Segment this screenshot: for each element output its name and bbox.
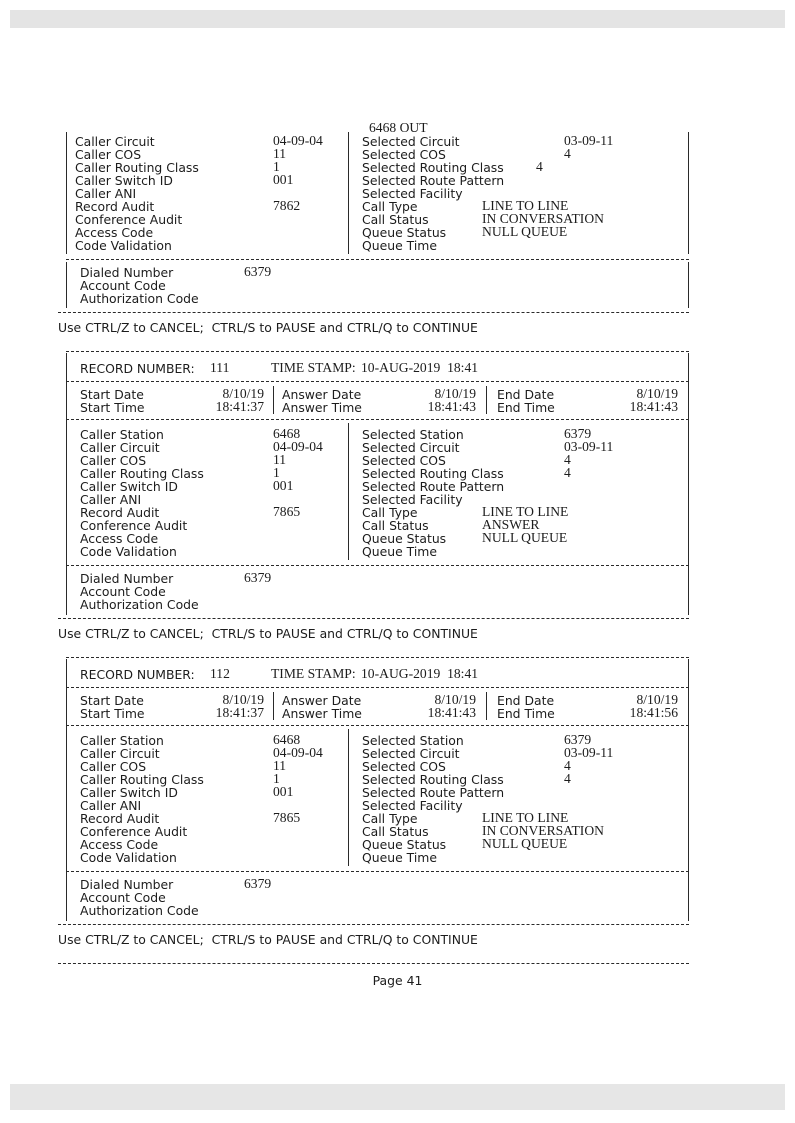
answer-date-value: 8/10/19: [434, 386, 476, 401]
call-status-value: ANSWER: [482, 517, 540, 532]
record-number-label: RECORD NUMBER:: [80, 361, 195, 376]
time-stamp-value: 10-AUG-2019 18:41: [361, 360, 479, 375]
authorization-code-label: Authorization Code: [80, 597, 199, 612]
cancel-instructions: Use CTRL/Z to CANCEL; CTRL/S to PAUSE and CTRL/Q to CONTINUE: [58, 320, 478, 335]
section-divider: [66, 381, 689, 382]
start-time-value: 18:41:37: [215, 399, 264, 414]
start-time-value: 18:41:37: [215, 705, 264, 720]
caller-station-value: 6468: [273, 426, 301, 441]
call-type-label: Call Type: [362, 505, 418, 520]
caller-switch-id-value: 001: [273, 784, 294, 799]
caller-circuit-value: 04-09-04: [273, 133, 323, 148]
caller-routing-class-value: 1: [273, 771, 280, 786]
end-date-value: 8/10/19: [636, 386, 678, 401]
call-status-label: Call Status: [362, 824, 429, 839]
section-divider: [66, 565, 689, 566]
call-status-label: Call Status: [362, 518, 429, 533]
record-audit-label: Record Audit: [75, 199, 155, 214]
block-divider: [58, 312, 689, 313]
block-border-left: [66, 262, 67, 308]
time-stamp-value: 10-AUG-2019 18:41: [361, 666, 479, 681]
queue-status-value: NULL QUEUE: [482, 530, 568, 545]
access-code-label: Access Code: [80, 837, 159, 852]
dialed-number-value: 6379: [244, 570, 272, 585]
selected-cos-label: Selected COS: [362, 759, 446, 774]
queue-status-label: Queue Status: [362, 837, 447, 852]
caller-cos-label: Caller COS: [80, 453, 147, 468]
end-time-label: End Time: [497, 706, 555, 721]
selected-circuit-value: 03-09-11: [564, 133, 614, 148]
end-time-value: 18:41:43: [629, 399, 678, 414]
caller-circuit-value: 04-09-04: [273, 439, 323, 454]
end-date-value: 8/10/19: [636, 692, 678, 707]
block-divider: [66, 351, 689, 352]
column-divider: [348, 729, 349, 866]
queue-time-label: Queue Time: [362, 544, 437, 559]
time-divider: [486, 386, 487, 414]
selected-circuit-value: 03-09-11: [564, 439, 614, 454]
block-border-right: [688, 353, 689, 615]
time-divider: [273, 386, 274, 414]
selected-routing-class-label: Selected Routing Class: [362, 772, 504, 787]
call-status-value: IN CONVERSATION: [482, 211, 604, 226]
selected-cos-value: 4: [564, 146, 571, 161]
section-divider: [66, 259, 689, 260]
section-divider: [66, 419, 689, 420]
caller-station-value: 6468: [273, 732, 301, 747]
end-date-label: End Date: [497, 387, 555, 402]
selected-routing-class-value: 4: [564, 771, 571, 786]
caller-routing-class-label: Caller Routing Class: [80, 772, 204, 787]
selected-facility-label: Selected Facility: [362, 492, 463, 507]
column-divider: [348, 423, 349, 560]
caller-routing-class-value: 1: [273, 159, 280, 174]
call-status-label: Call Status: [362, 212, 429, 227]
end-time-label: End Time: [497, 400, 555, 415]
selected-cos-value: 4: [564, 758, 571, 773]
start-time-label: Start Time: [80, 706, 145, 721]
time-divider: [486, 692, 487, 720]
dialed-number-label: Dialed Number: [80, 571, 174, 586]
record-audit-value: 7865: [273, 504, 301, 519]
time-divider: [273, 692, 274, 720]
answer-time-value: 18:41:43: [427, 705, 476, 720]
call-type-value: LINE TO LINE: [482, 810, 569, 825]
queue-status-value: NULL QUEUE: [482, 836, 568, 851]
code-validation-label: Code Validation: [80, 850, 177, 865]
cancel-instructions: Use CTRL/Z to CANCEL; CTRL/S to PAUSE and CTRL/Q to CONTINUE: [58, 626, 478, 641]
selected-station-label: Selected Station: [362, 733, 464, 748]
code-validation-label: Code Validation: [75, 238, 172, 253]
start-date-label: Start Date: [80, 387, 144, 402]
selected-station-value: 6379: [564, 732, 592, 747]
selected-circuit-label: Selected Circuit: [362, 134, 460, 149]
block-divider: [58, 924, 689, 925]
record-number-label: RECORD NUMBER:: [80, 667, 195, 682]
caller-switch-id-value: 001: [273, 172, 294, 187]
caller-cos-value: 11: [273, 146, 287, 161]
selected-cos-label: Selected COS: [362, 453, 446, 468]
caller-ani-label: Caller ANI: [75, 186, 137, 201]
dialed-number-value: 6379: [244, 264, 272, 279]
caller-cos-label: Caller COS: [80, 759, 147, 774]
caller-cos-value: 11: [273, 758, 287, 773]
block-border-left: [66, 659, 67, 921]
start-date-label: Start Date: [80, 693, 144, 708]
selected-routing-class-value: 4: [536, 159, 543, 174]
access-code-label: Access Code: [80, 531, 159, 546]
answer-time-value: 18:41:43: [427, 399, 476, 414]
queue-status-label: Queue Status: [362, 225, 447, 240]
call-status-value: IN CONVERSATION: [482, 823, 604, 838]
dialed-number-value: 6379: [244, 876, 272, 891]
call-type-value: LINE TO LINE: [482, 198, 569, 213]
selected-routing-class-value: 4: [564, 465, 571, 480]
block-border-left: [66, 132, 67, 254]
record-number-value: 111: [210, 360, 230, 375]
record-audit-label: Record Audit: [80, 505, 160, 520]
caller-switch-id-value: 001: [273, 478, 294, 493]
dialed-number-label: Dialed Number: [80, 265, 174, 280]
queue-status-label: Queue Status: [362, 531, 447, 546]
selected-circuit-value: 03-09-11: [564, 745, 614, 760]
block-border-right: [688, 262, 689, 308]
caller-circuit-label: Caller Circuit: [80, 440, 160, 455]
selected-circuit-label: Selected Circuit: [362, 440, 460, 455]
authorization-code-label: Authorization Code: [80, 903, 199, 918]
block-divider: [58, 618, 689, 619]
selected-route-pattern-label: Selected Route Pattern: [362, 173, 505, 188]
selected-station-value: 6379: [564, 426, 592, 441]
record-header-fragment: 6468 OUT: [369, 120, 428, 135]
account-code-label: Account Code: [80, 890, 166, 905]
cancel-instructions: Use CTRL/Z to CANCEL; CTRL/S to PAUSE and CTRL/Q to CONTINUE: [58, 932, 478, 947]
section-divider: [66, 725, 689, 726]
call-type-label: Call Type: [362, 199, 418, 214]
caller-routing-class-value: 1: [273, 465, 280, 480]
end-date-label: End Date: [497, 693, 555, 708]
end-time-value: 18:41:56: [629, 705, 678, 720]
access-code-label: Access Code: [75, 225, 154, 240]
call-type-label: Call Type: [362, 811, 418, 826]
caller-station-label: Caller Station: [80, 427, 164, 442]
answer-date-label: Answer Date: [282, 387, 362, 402]
caller-switch-id-label: Caller Switch ID: [80, 479, 178, 494]
record-number-value: 112: [210, 666, 230, 681]
caller-ani-label: Caller ANI: [80, 798, 142, 813]
conference-audit-label: Conference Audit: [80, 518, 188, 533]
record-audit-value: 7865: [273, 810, 301, 825]
call-type-value: LINE TO LINE: [482, 504, 569, 519]
selected-station-label: Selected Station: [362, 427, 464, 442]
selected-route-pattern-label: Selected Route Pattern: [362, 785, 505, 800]
column-divider: [348, 132, 349, 254]
caller-circuit-label: Caller Circuit: [75, 134, 155, 149]
caller-cos-label: Caller COS: [75, 147, 142, 162]
queue-status-value: NULL QUEUE: [482, 224, 568, 239]
start-date-value: 8/10/19: [222, 386, 264, 401]
block-divider: [66, 657, 689, 658]
section-divider: [66, 687, 689, 688]
block-border-left: [66, 353, 67, 615]
caller-switch-id-label: Caller Switch ID: [75, 173, 173, 188]
block-border-right: [688, 132, 689, 254]
caller-ani-label: Caller ANI: [80, 492, 142, 507]
record-audit-value: 7862: [273, 198, 301, 213]
selected-circuit-label: Selected Circuit: [362, 746, 460, 761]
authorization-code-label: Authorization Code: [80, 291, 199, 306]
dialed-number-label: Dialed Number: [80, 877, 174, 892]
block-border-right: [688, 659, 689, 921]
caller-station-label: Caller Station: [80, 733, 164, 748]
selected-cos-value: 4: [564, 452, 571, 467]
page-footer-divider: [58, 963, 689, 964]
selected-routing-class-label: Selected Routing Class: [362, 160, 504, 175]
section-divider: [66, 871, 689, 872]
page-number: Page 41: [372, 973, 423, 988]
selected-facility-label: Selected Facility: [362, 798, 463, 813]
answer-time-label: Answer Time: [282, 706, 362, 721]
code-validation-label: Code Validation: [80, 544, 177, 559]
caller-routing-class-label: Caller Routing Class: [80, 466, 204, 481]
caller-routing-class-label: Caller Routing Class: [75, 160, 199, 175]
answer-time-label: Answer Time: [282, 400, 362, 415]
caller-switch-id-label: Caller Switch ID: [80, 785, 178, 800]
selected-routing-class-label: Selected Routing Class: [362, 466, 504, 481]
answer-date-label: Answer Date: [282, 693, 362, 708]
account-code-label: Account Code: [80, 278, 166, 293]
caller-circuit-label: Caller Circuit: [80, 746, 160, 761]
time-stamp-label: TIME STAMP:: [271, 360, 356, 375]
caller-circuit-value: 04-09-04: [273, 745, 323, 760]
caller-cos-value: 11: [273, 452, 287, 467]
selected-cos-label: Selected COS: [362, 147, 446, 162]
account-code-label: Account Code: [80, 584, 166, 599]
queue-time-label: Queue Time: [362, 238, 437, 253]
start-time-label: Start Time: [80, 400, 145, 415]
conference-audit-label: Conference Audit: [80, 824, 188, 839]
answer-date-value: 8/10/19: [434, 692, 476, 707]
selected-route-pattern-label: Selected Route Pattern: [362, 479, 505, 494]
record-audit-label: Record Audit: [80, 811, 160, 826]
conference-audit-label: Conference Audit: [75, 212, 183, 227]
selected-facility-label: Selected Facility: [362, 186, 463, 201]
time-stamp-label: TIME STAMP:: [271, 666, 356, 681]
queue-time-label: Queue Time: [362, 850, 437, 865]
start-date-value: 8/10/19: [222, 692, 264, 707]
